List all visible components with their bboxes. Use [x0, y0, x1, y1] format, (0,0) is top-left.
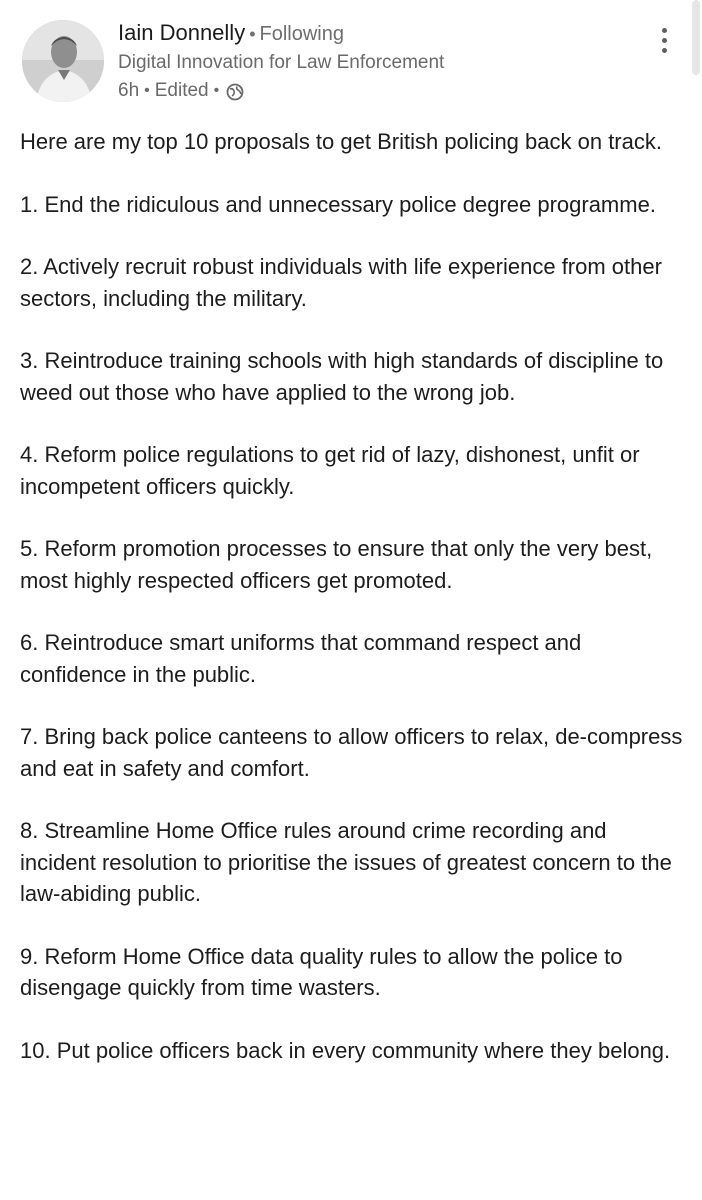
author-name-row	[118, 18, 638, 49]
more-vertical-icon-dot	[662, 38, 667, 43]
post-paragraph: 8. Streamline Home Office rules around crime recording and incident resolution to prioritise the issues of greatest concern to the law-abiding public.	[20, 818, 672, 906]
separator-dot: •	[213, 82, 220, 99]
post-paragraph: 1. End the ridiculous and unnecessary police degree programme.	[20, 191, 656, 217]
globe-icon	[226, 82, 244, 100]
post-paragraph: 7. Bring back police canteens to allow officers to relax, de-compress and eat in safety and comfort.	[20, 724, 683, 781]
post-paragraph: Here are my top 10 proposals to get British policing back on track.	[20, 129, 662, 154]
post-paragraph: 10. Put police officers back in every community where they belong.	[20, 1037, 671, 1063]
post-header	[0, 0, 702, 120]
post-paragraph: 4. Reform police regulations to get rid of lazy, dishonest, unfit or incompetent officers quickly.	[20, 442, 640, 499]
author-meta	[118, 18, 638, 105]
more-vertical-icon-dot	[662, 48, 667, 53]
post-paragraph: 6. Reintroduce smart uniforms that command respect and confidence in the public.	[20, 630, 582, 687]
separator-dot: •	[144, 82, 150, 99]
scrollbar[interactable]	[692, 0, 700, 75]
edited-label: Edited	[154, 80, 209, 101]
separator-dot: •	[249, 24, 256, 44]
post-body	[20, 126, 684, 1066]
more-vertical-icon	[662, 28, 667, 33]
post-paragraph: 3. Reintroduce training schools with high standards of discipline to weed out those who have applied to the wrong job.	[20, 348, 664, 405]
more-options-button[interactable]	[652, 20, 676, 60]
post-paragraph: 2. Actively recruit robust individuals with life experience from other sectors, including the military.	[20, 254, 662, 311]
post-paragraph: 9. Reform Home Office data quality rules to allow the police to disengage quickly from time wasters.	[20, 943, 623, 1000]
post-time: 6h	[118, 80, 140, 101]
follow-status[interactable]: Following	[259, 23, 344, 45]
post-timestamp-row	[118, 77, 638, 105]
author-headline: Digital Innovation for Law Enforcement	[118, 52, 445, 73]
post-paragraph: 5. Reform promotion processes to ensure that only the very best, most highly respected officers get promoted.	[20, 536, 653, 593]
avatar[interactable]	[22, 20, 104, 102]
author-name[interactable]: Iain Donnelly	[118, 20, 246, 45]
